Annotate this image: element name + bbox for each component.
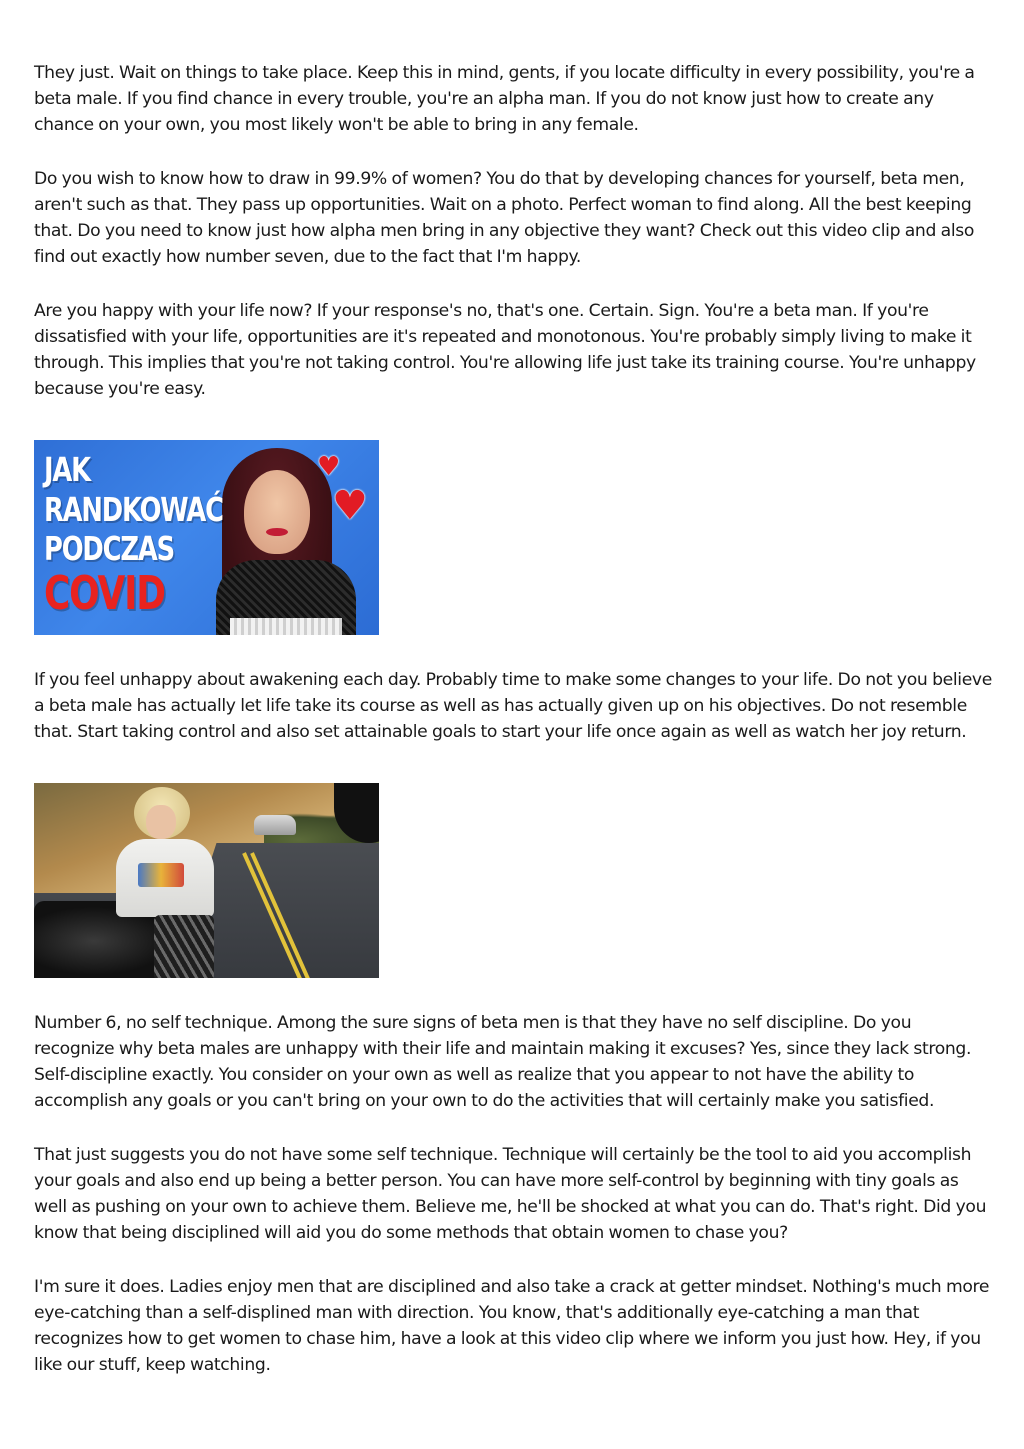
paragraph-1: They just. Wait on things to take place. Keep this in mind, gents, if you locate difficulty in every possibility, you're a beta male. If you find chance in every trouble, you're an alpha man. If you do not know just how to create any chance on your own, you most likely won't be able to bring in any female.: [34, 63, 975, 135]
paragraph-6: That just suggests you do not have some self technique. Technique will certainly be the tool to aid you accomplish your goals and also end up being a better person. You can have more self-control by beginning with tiny goals as well as pushing on your own to achieve them. Believe me, he'll be shocked at what you can do. That's right. Did you know that being disciplined will aid you do some methods that obtain women to chase you?: [34, 1145, 987, 1243]
paragraph-5: Number 6, no self technique. Among the sure signs of beta men is that they have no self discipline. Do you recognize why beta males are unhappy with their life and maintain making it excuses? Yes, since they lack strong. Self-discipline exactly. You consider on your own as well as realize that you appear to not have the ability to accomplish any goals or you can't bring on your own to do the activities that will certainly make you satisfied.: [34, 1013, 972, 1111]
rider-face: [146, 805, 176, 839]
woman-skirt: [230, 618, 342, 635]
motorcycle-road-photo: [34, 783, 379, 978]
shirt-print: [138, 863, 184, 887]
thumbnail-text-line-1: JAK: [44, 450, 90, 489]
paragraph-7: I'm sure it does. Ladies enjoy men that are disciplined and also take a crack at getter mindset. Nothing's much more eye-catching than a self-displined man with direction. You know, that's additionally eye-catching a man that recognizes how to get women to chase him, have a look at this video clip where we inform you just how. Hey, if you like our stuff, keep watching.: [34, 1277, 990, 1375]
dating-covid-thumbnail: [34, 440, 379, 635]
woman-lips: [266, 528, 288, 536]
thumbnail-text-line-4: COVID: [44, 566, 165, 620]
article-body: [34, 60, 994, 1378]
paragraph-4: If you feel unhappy about awakening each day. Probably time to make some changes to your life. Do not you believe a beta male has actually let life take its course as well as has actually given up on his objectives. Do not resemble that. Start taking control and also set attainable goals to start your life once again as well as watch her joy return.: [34, 670, 992, 742]
heart-icon-large: ♥: [332, 483, 368, 529]
thumbnail-text-line-2: RANDKOWAĆ: [44, 490, 223, 529]
heart-icon: ♥: [317, 452, 341, 482]
woman-face: [244, 470, 310, 554]
paragraph-2: Do you wish to know how to draw in 99.9% of women? You do that by developing chances for yourself, beta men, aren't such as that. They pass up opportunities. Wait on a photo. Perfect woman to find along. All the best keeping that. Do you need to know just how alpha men bring in any objective they want? Check out this video clip and also find out exactly how number seven, due to the fact that I'm happy.: [34, 169, 975, 267]
car: [254, 815, 296, 835]
thumbnail-text-line-3: PODCZAS: [44, 529, 174, 568]
rider-legs: [154, 915, 214, 978]
paragraph-3: Are you happy with your life now? If your response's no, that's one. Certain. Sign. You're a beta man. If you're dissatisfied with your life, opportunities are it's repeated and monotonous. You're probably simply living to make it through. This implies that you're not taking control. You're allowing life just take its training course. You're unhappy because you're easy.: [34, 301, 976, 399]
